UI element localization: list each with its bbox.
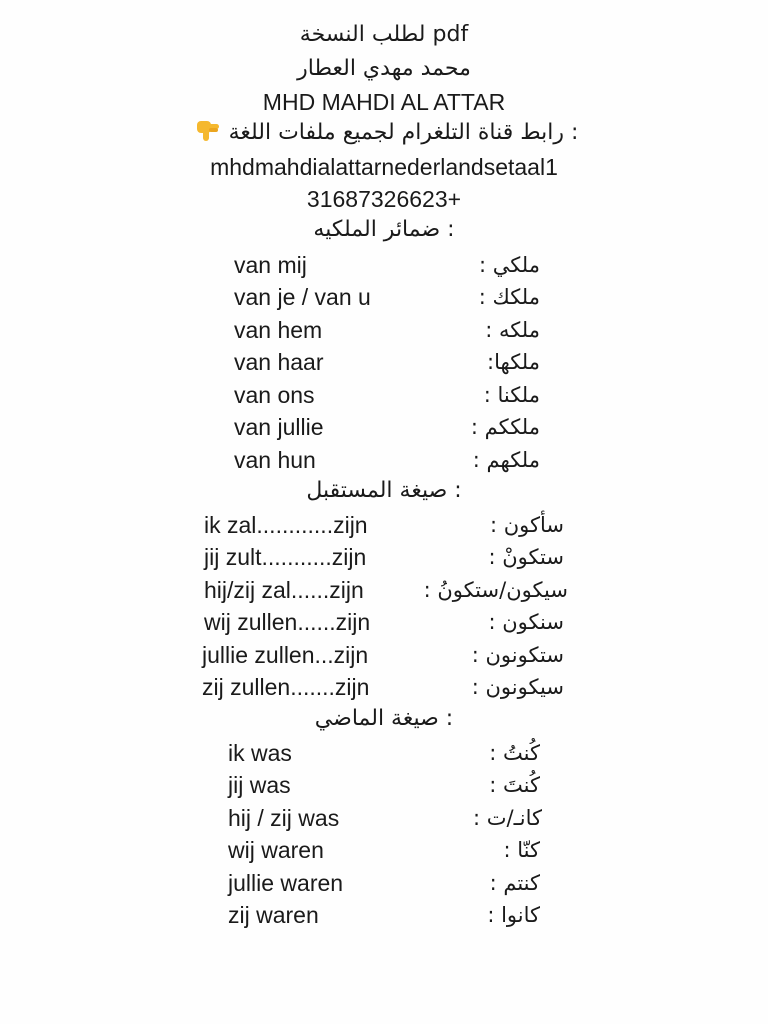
dutch-term: hij/zij zal......zijn <box>204 577 364 603</box>
dutch-term: van je / van u <box>234 284 371 310</box>
arabic-term: سأكون : <box>489 513 564 537</box>
arabic-term: ستكونون : <box>471 643 564 667</box>
arabic-term: كنتم : <box>489 871 540 895</box>
arabic-term: ستكونْ : <box>488 545 564 569</box>
dutch-term: van hem <box>234 317 323 343</box>
dutch-term: jij was <box>228 772 291 798</box>
list-item <box>0 639 768 671</box>
dutch-term: zij zullen.......zijn <box>202 674 370 700</box>
dutch-term: jij zult...........zijn <box>204 544 367 570</box>
pointing-down-hand-icon <box>194 119 222 143</box>
arabic-term: سنكون : <box>488 610 564 634</box>
list-item <box>0 411 768 443</box>
past-heading: صيغة الماضي : <box>314 706 454 731</box>
dutch-term: hij / zij was <box>228 805 340 831</box>
list-item <box>0 541 768 573</box>
list-item <box>0 606 768 638</box>
arabic-term: ملككم : <box>470 415 540 439</box>
arabic-term: كُنتُ : <box>489 741 540 765</box>
list-item <box>0 314 768 346</box>
possessive-heading: ضمائر الملكيه : <box>313 217 455 242</box>
phone-number: 31687326623+ <box>306 186 462 212</box>
list-item <box>0 346 768 378</box>
list-item <box>0 834 768 866</box>
dutch-term: zij waren <box>228 902 319 928</box>
list-item <box>0 769 768 801</box>
arabic-term: سيكون/ستكونُ : <box>423 578 568 602</box>
arabic-term: سيكونون : <box>471 675 564 699</box>
telegram-link-text: رابط قناة التلغرام لجميع ملفات اللغة : <box>228 120 579 145</box>
list-item <box>0 281 768 313</box>
list-item <box>0 444 768 476</box>
list-item <box>0 899 768 931</box>
arabic-term: ملكه : <box>485 318 540 342</box>
list-item <box>0 867 768 899</box>
list-item <box>0 737 768 769</box>
dutch-term: van haar <box>234 349 324 375</box>
author-name-arabic: محمد مهدي العطار <box>297 56 471 81</box>
arabic-term: ملكهم : <box>472 448 540 472</box>
arabic-term: ملكنا : <box>483 383 540 407</box>
list-item <box>0 802 768 834</box>
arabic-term: ملكها: <box>487 350 540 374</box>
dutch-term: ik was <box>228 740 292 766</box>
arabic-term: ملكك : <box>478 285 540 309</box>
telegram-channel-name[interactable]: mhdmahdialattarnederlandsetaal1 <box>210 154 558 180</box>
request-pdf-line: لطلب النسخة pdf <box>299 22 469 47</box>
dutch-term: ik zal............zijn <box>204 512 368 538</box>
arabic-term: كانـ/ت : <box>473 806 542 830</box>
dutch-term: van jullie <box>234 414 324 440</box>
arabic-term: كنّا : <box>503 838 540 862</box>
dutch-term: van hun <box>234 447 316 473</box>
arabic-term: ملكي : <box>478 253 540 277</box>
dutch-term: jullie zullen...zijn <box>202 642 369 668</box>
list-item <box>0 574 768 606</box>
dutch-term: van ons <box>234 382 315 408</box>
dutch-term: jullie waren <box>228 870 344 896</box>
arabic-term: كانوا : <box>487 903 540 927</box>
dutch-term: wij zullen......zijn <box>204 609 371 635</box>
list-item <box>0 671 768 703</box>
dutch-term: van mij <box>234 252 307 278</box>
author-name-latin: MHD MAHDI AL ATTAR <box>262 89 506 115</box>
arabic-term: كُنتَ : <box>489 773 540 797</box>
dutch-term: wij waren <box>228 837 324 863</box>
future-heading: صيغة المستقبل : <box>306 478 462 503</box>
telegram-link-label <box>0 118 768 148</box>
list-item <box>0 249 768 281</box>
list-item <box>0 379 768 411</box>
list-item <box>0 509 768 541</box>
